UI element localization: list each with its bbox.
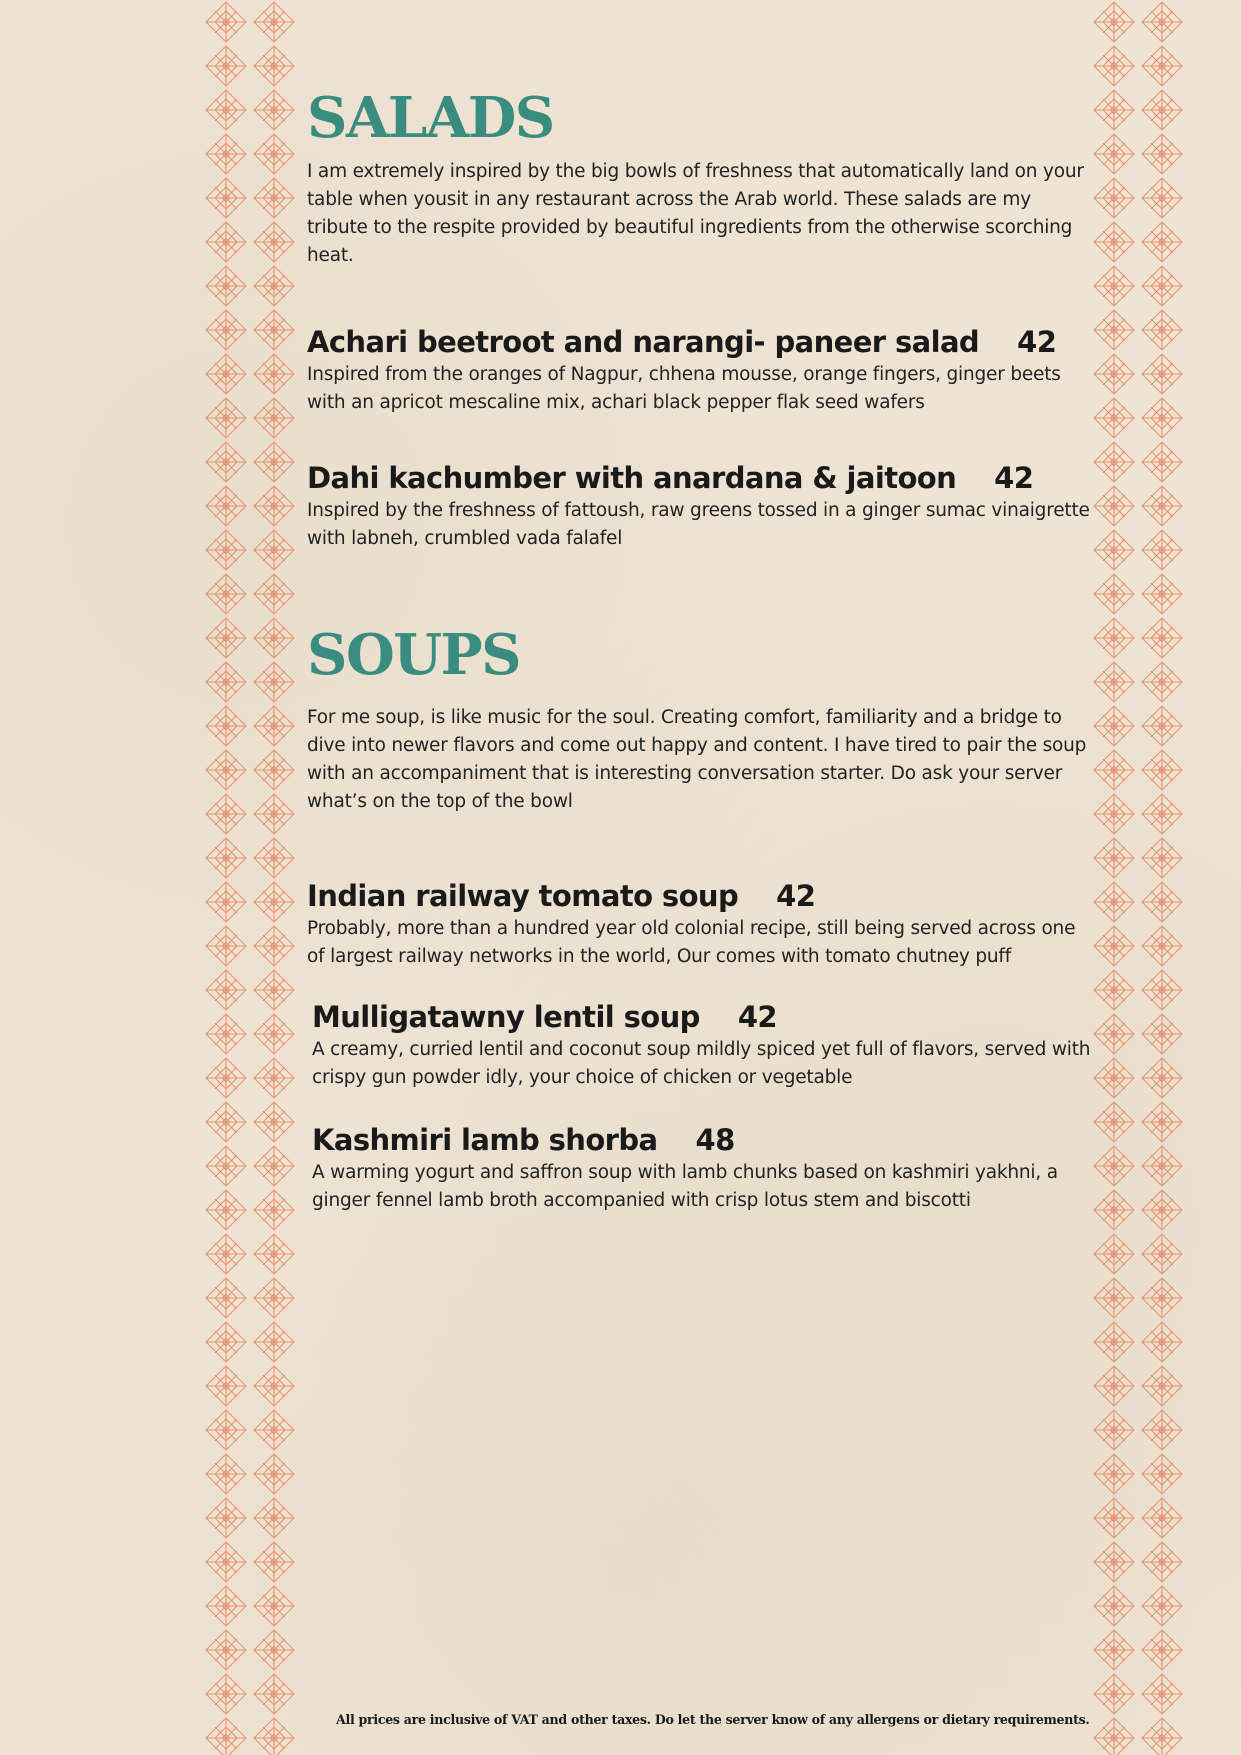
soups-title: SOUPS — [307, 621, 521, 688]
menu-item-heading — [312, 1122, 1092, 1158]
menu-item-description: A warming yogurt and saffron soup with lamb chunks based on kashmiri yakhni, a ginger fennel lamb broth accompanied with crisp lotus stem and biscotti — [312, 1162, 1058, 1212]
menu-item — [307, 324, 1092, 417]
menu-item-heading — [307, 324, 1092, 360]
decorative-border-left-outer — [204, 0, 248, 1755]
menu-item-name: Achari beetroot and narangi- paneer salad — [307, 324, 980, 359]
diamond-pattern-icon — [1092, 0, 1136, 1755]
menu-item — [312, 1122, 1092, 1215]
menu-item-price: 42 — [737, 1000, 777, 1035]
menu-item-description: Probably, more than a hundred year old colonial recipe, still being served across one of largest railway networks in the world, Our comes with tomato chutney puff — [307, 918, 1076, 968]
decorative-border-left-inner — [252, 0, 296, 1755]
menu-item-name: Dahi kachumber with anardana & jaitoon — [307, 460, 957, 495]
menu-item-name: Mulligatawny lentil soup — [312, 1000, 700, 1035]
menu-item — [307, 460, 1092, 553]
footer-note: All prices are inclusive of VAT and other taxes. Do let the server know of any allergens or dietary requirements. — [336, 1712, 1090, 1727]
salads-title: SALADS — [307, 85, 554, 151]
menu-item-price: 48 — [695, 1123, 735, 1158]
decorative-border-right-outer — [1140, 0, 1184, 1755]
salads-section — [307, 85, 1092, 553]
menu-item-name: Indian railway tomato soup — [307, 879, 739, 914]
menu-item-price: 42 — [994, 460, 1034, 495]
menu-item-heading — [307, 878, 1092, 914]
diamond-pattern-icon — [1140, 0, 1184, 1755]
decorative-border-right-inner — [1092, 0, 1136, 1755]
menu-item-heading — [307, 460, 1092, 496]
menu-item-heading — [312, 999, 1092, 1035]
menu-item-name: Kashmiri lamb shorba — [312, 1123, 658, 1158]
menu-item — [307, 878, 1092, 971]
soups-intro: For me soup, is like music for the soul. Creating comfort, familiarity and a bridge to dive into newer flavors and come out happy and content. I have tired to pair the soup with an accompaniment that is interesting conversation starter. Do ask your server what’s on the top of the bowl — [307, 707, 1087, 813]
menu-content — [307, 85, 1092, 1215]
menu-item-price: 42 — [1017, 324, 1057, 359]
menu-item — [312, 999, 1092, 1092]
menu-item-description: Inspired from the oranges of Nagpur, chhena mousse, orange fingers, ginger beets with an apricot mescaline mix, achari black pepper flak seed wafers — [307, 363, 1061, 413]
soups-section — [307, 621, 1092, 1216]
menu-item-description: A creamy, curried lentil and coconut soup mildly spiced yet full of flavors, served with crispy gun powder idly, your choice of chicken or vegetable — [312, 1039, 1091, 1089]
menu-item-price: 42 — [776, 879, 816, 914]
diamond-pattern-icon — [204, 0, 248, 1755]
menu-item-description: Inspired by the freshness of fattoush, raw greens tossed in a ginger sumac vinaigrette with labneh, crumbled vada falafel — [307, 499, 1090, 549]
diamond-pattern-icon — [252, 0, 296, 1755]
salads-intro: I am extremely inspired by the big bowls of freshness that automatically land on your table when yousit in any restaurant across the Arab world. These salads are my tribute to the respite provided by beautiful ingredients from the otherwise scorching heat. — [307, 160, 1084, 266]
